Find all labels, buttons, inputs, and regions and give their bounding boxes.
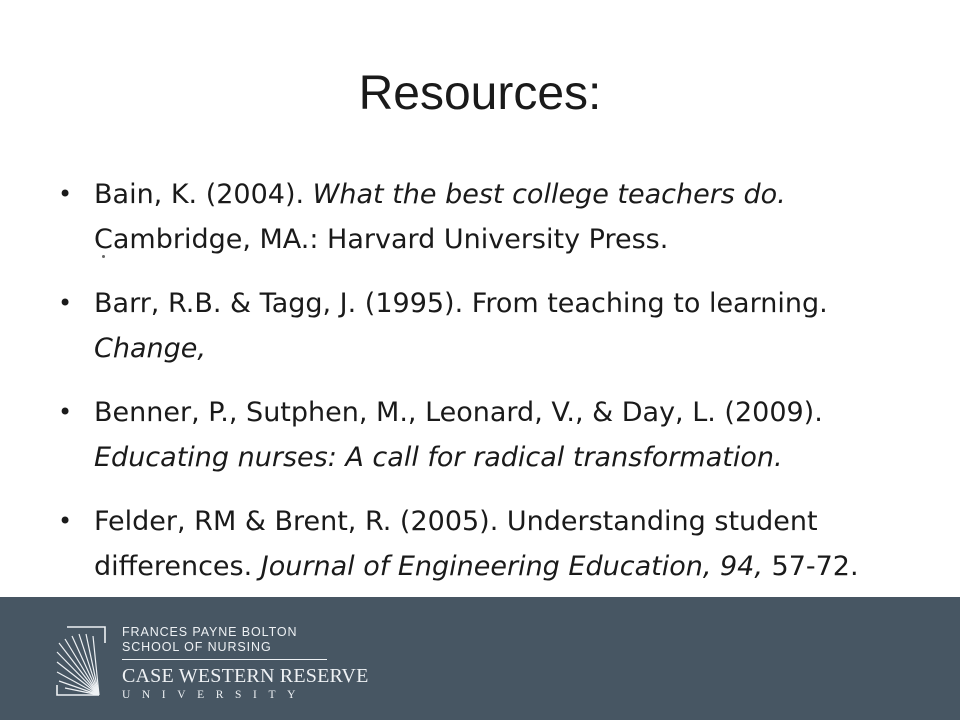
reference-text: Bain, K. (2004). bbox=[94, 179, 313, 210]
logo-line-university-name: CASE WESTERN RESERVE bbox=[122, 665, 369, 687]
reference-text: Benner, P., Sutphen, M., Leonard, V., & Day, L. (2009). bbox=[94, 397, 823, 428]
reference-list bbox=[58, 172, 908, 608]
bullet-icon: • bbox=[58, 180, 73, 208]
reference-item bbox=[58, 281, 908, 371]
reference-title: What the best college teachers do. bbox=[312, 179, 786, 210]
reference-item bbox=[58, 172, 908, 262]
slide-title: Resources: bbox=[358, 67, 602, 120]
reference-text: 57-72. bbox=[762, 551, 859, 582]
logo-line-school-name: FRANCES PAYNE BOLTON bbox=[122, 625, 298, 639]
bullet-icon: • bbox=[58, 289, 73, 317]
reference-title: Journal of Engineering Education, 94, bbox=[260, 551, 763, 582]
sunburst-logo-icon bbox=[55, 625, 115, 697]
logo-line-school-type: SCHOOL OF NURSING bbox=[122, 640, 272, 654]
school-logo-text bbox=[122, 625, 369, 703]
bullet-icon: • bbox=[58, 507, 73, 535]
reference-title: Change, bbox=[94, 333, 206, 364]
reference-text: Felder, RM & Brent, R. (2005). Understanding student differences. bbox=[94, 506, 818, 582]
bullet-icon: • bbox=[58, 398, 73, 426]
reference-item bbox=[58, 390, 908, 480]
reference-text: Barr, R.B. & Tagg, J. (1995). From teaching to learning. bbox=[94, 288, 828, 319]
footer-band bbox=[0, 597, 960, 720]
reference-text: Cambridge, MA.: Harvard University Press. bbox=[94, 224, 669, 255]
reference-item bbox=[58, 499, 908, 589]
logo-divider bbox=[122, 659, 327, 660]
reference-title: Educating nurses: A call for radical transformation. bbox=[94, 442, 783, 473]
logo-line-university: UNIVERSITY bbox=[122, 689, 307, 701]
